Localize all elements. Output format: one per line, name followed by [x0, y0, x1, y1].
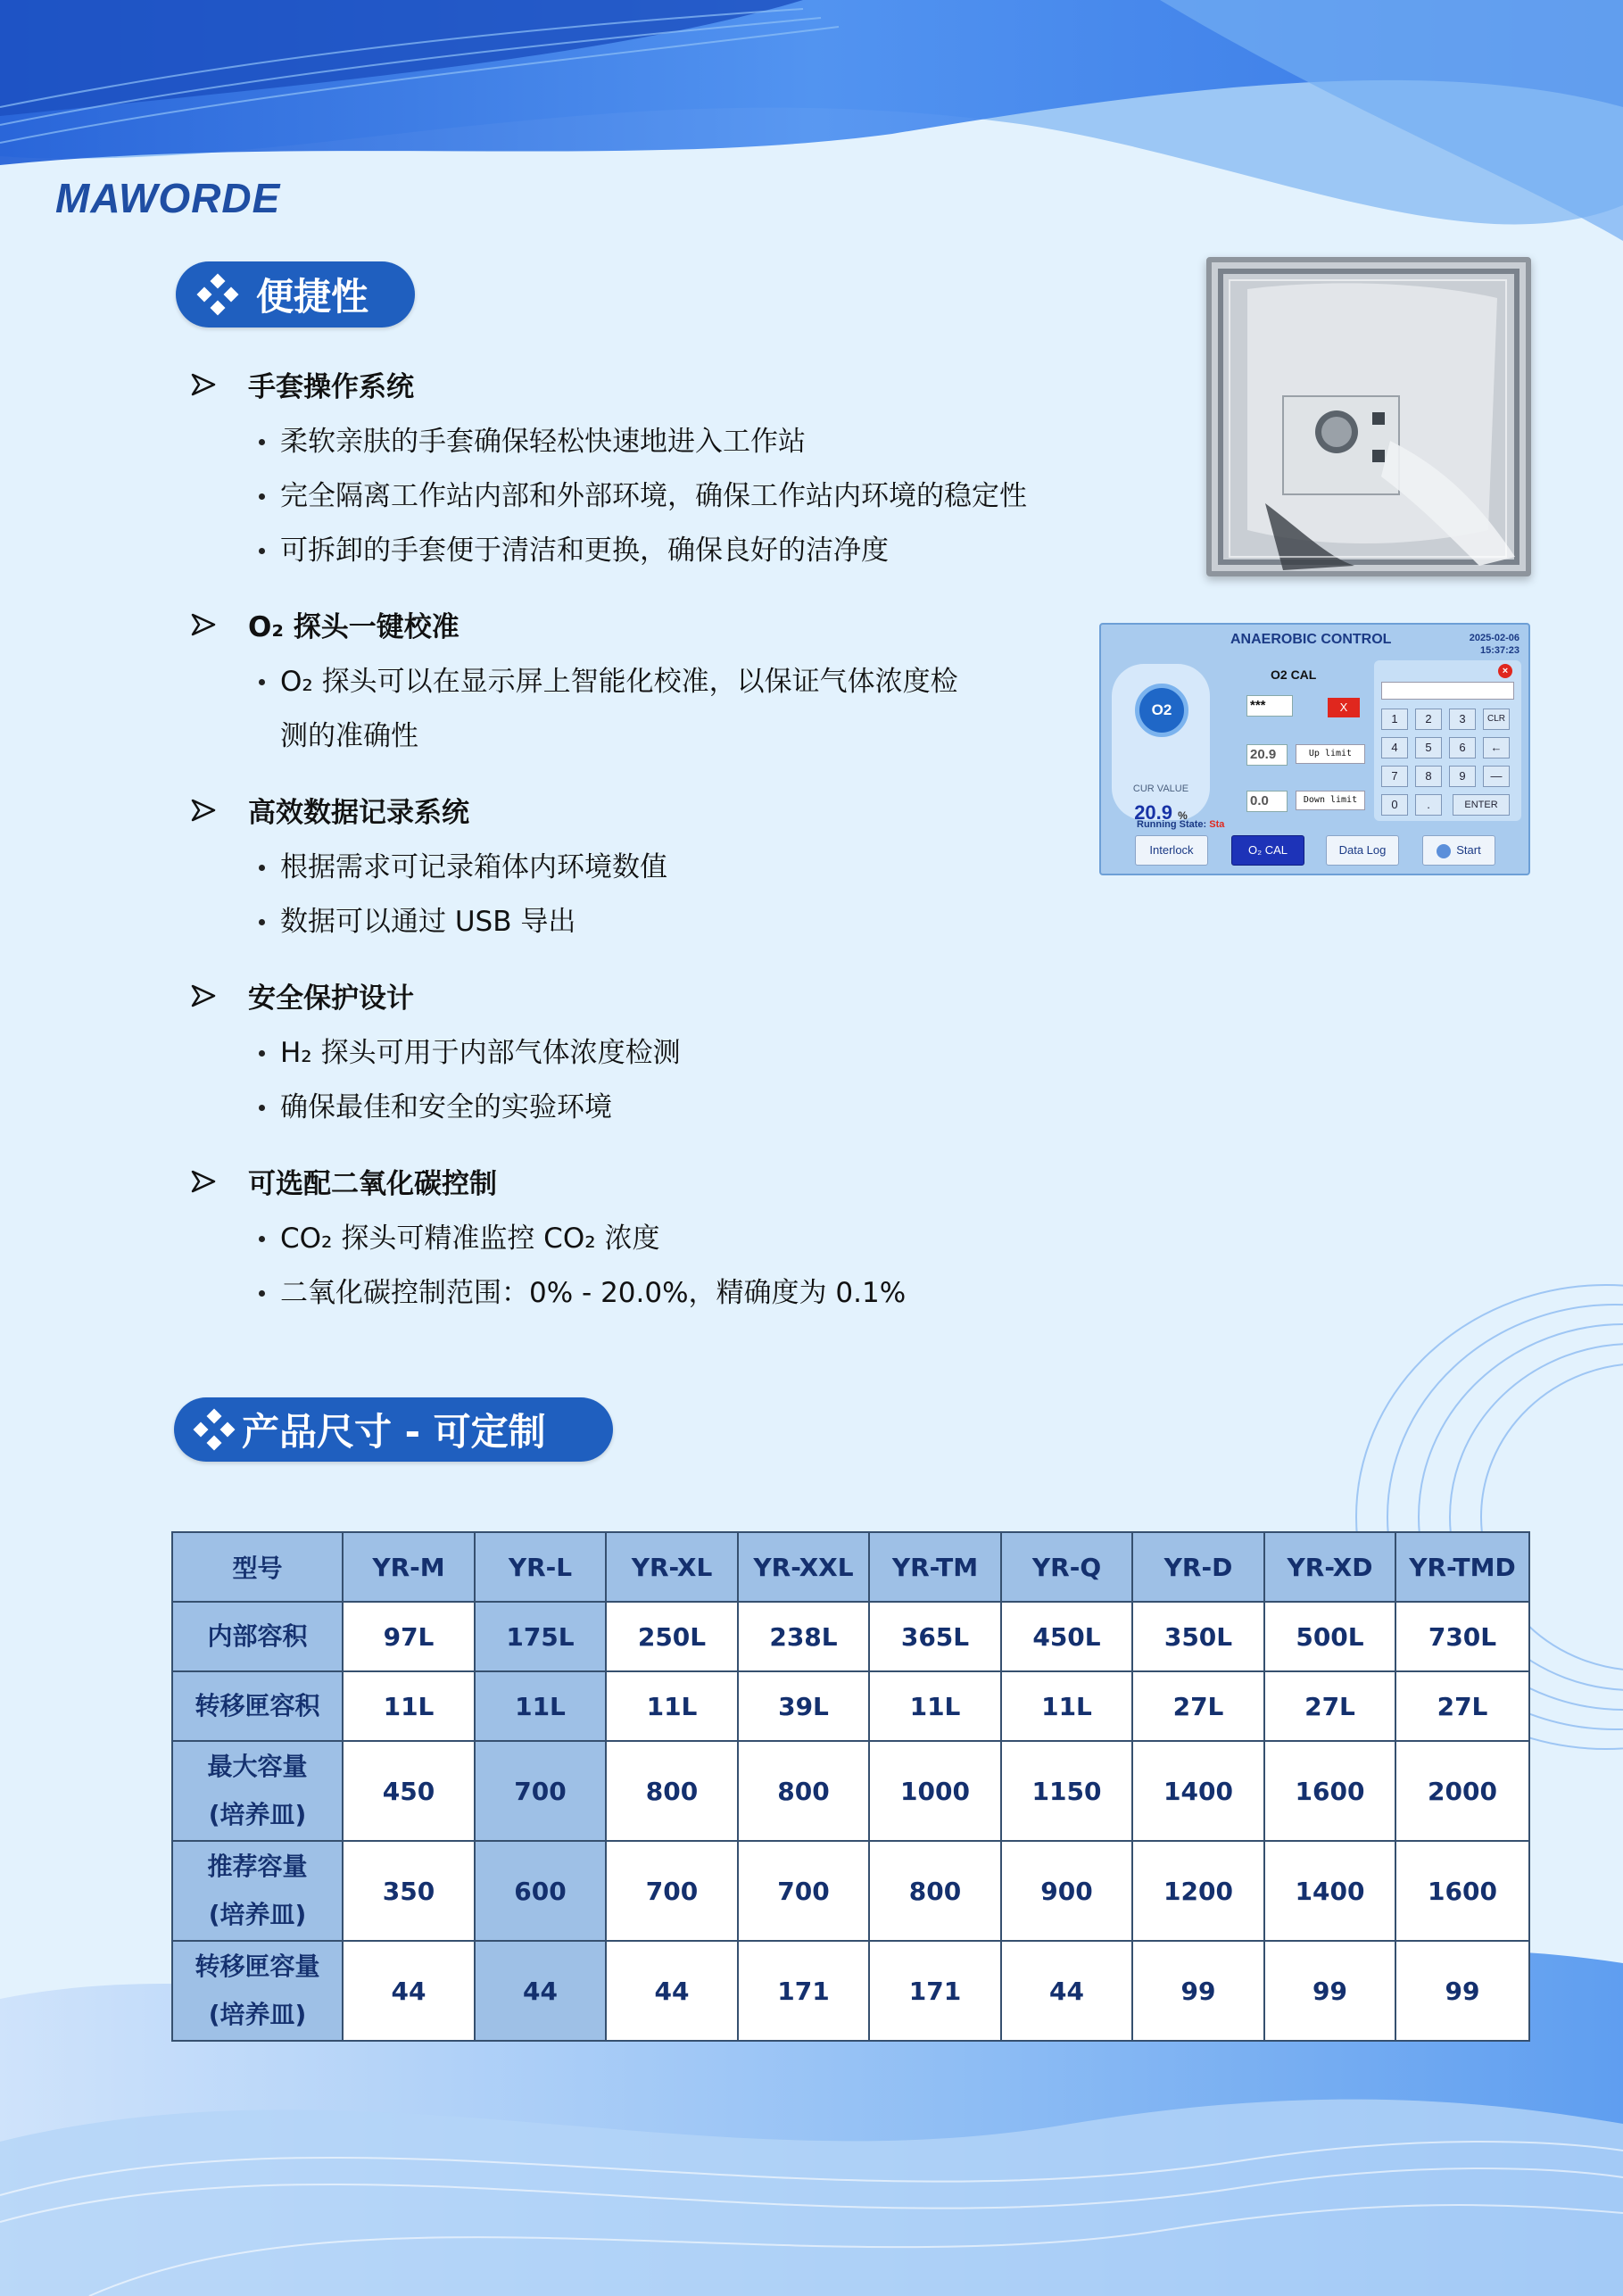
table-cell: 99	[1264, 1941, 1395, 2041]
table-cell: 99	[1395, 1941, 1529, 2041]
feature-list	[189, 352, 1108, 1335]
diamond-cluster-icon	[192, 1407, 236, 1452]
control-screen	[1099, 623, 1530, 875]
table-row	[172, 1741, 1529, 1841]
feature-title: 可选配二氧化碳控制	[189, 1149, 1108, 1212]
down-limit-button[interactable]: Down limit	[1296, 791, 1365, 810]
table-header-cell: YR-M	[343, 1532, 475, 1602]
table-cell: 39L	[738, 1671, 869, 1741]
key-9[interactable]: 9	[1449, 766, 1476, 787]
section-title: 产品尺寸 - 可定制	[242, 1410, 546, 1454]
bullet-item: 二氧化碳控制范围：0% - 20.0%，精确度为 0.1%	[253, 1266, 1108, 1321]
cur-value-label: CUR VALUE	[1132, 783, 1189, 794]
bullet-item: H₂ 探头可用于内部气体浓度检测	[253, 1026, 1108, 1081]
table-header-cell: YR-TMD	[1395, 1532, 1529, 1602]
table-header-cell: YR-L	[475, 1532, 606, 1602]
key-0[interactable]: 0	[1381, 794, 1408, 816]
section-title: 便捷性	[256, 275, 369, 319]
table-row	[172, 1841, 1529, 1941]
table-cell: 44	[1001, 1941, 1132, 2041]
bullet-item: 数据可以通过 USB 导出	[253, 895, 1108, 949]
data-log-button[interactable]: Data Log	[1326, 835, 1399, 866]
feature-item	[189, 593, 1108, 764]
row-label: 最大容量 (培养皿)	[172, 1741, 343, 1841]
dot-icon	[259, 1050, 265, 1057]
feature-title: O₂ 探头一键校准	[189, 593, 1108, 655]
close-icon[interactable]: ×	[1498, 664, 1512, 678]
arrow-bullet-icon	[191, 372, 216, 397]
up-limit-button[interactable]: Up limit	[1296, 744, 1365, 764]
cancel-button[interactable]: X	[1328, 698, 1360, 717]
table-cell: 800	[606, 1741, 738, 1841]
bullet-item: 完全隔离工作站内部和外部环境，确保工作站内环境的稳定性	[253, 469, 1108, 524]
section-heading-dimensions	[174, 1397, 613, 1462]
table-cell: 1150	[1001, 1741, 1132, 1841]
o2-icon: O2	[1135, 684, 1188, 737]
feature-item	[189, 352, 1108, 578]
key-2[interactable]: 2	[1415, 709, 1442, 730]
play-icon	[1437, 844, 1451, 858]
glovebox-photo	[1206, 257, 1531, 576]
table-header-cell: YR-XXL	[738, 1532, 869, 1602]
down-limit-value[interactable]: 0.0	[1246, 791, 1288, 812]
table-cell: 27L	[1264, 1671, 1395, 1741]
table-row	[172, 1602, 1529, 1671]
feature-item	[189, 964, 1108, 1135]
table-cell: 27L	[1395, 1671, 1529, 1741]
table-cell: 1400	[1264, 1841, 1395, 1941]
diamond-cluster-icon	[195, 272, 240, 317]
table-cell: 600	[475, 1841, 606, 1941]
dot-icon	[259, 493, 265, 500]
row-label: 内部容积	[172, 1602, 343, 1671]
table-cell: 350	[343, 1841, 475, 1941]
cal-title: O2 CAL	[1271, 667, 1317, 682]
table-cell: 11L	[869, 1671, 1001, 1741]
dot-icon	[259, 679, 265, 685]
table-cell: 450L	[1001, 1602, 1132, 1671]
start-button[interactable]: Start	[1422, 835, 1495, 866]
arrow-bullet-icon	[191, 983, 216, 1008]
glovebox-illustration	[1212, 262, 1526, 571]
table-cell: 1000	[869, 1741, 1001, 1841]
table-cell: 2000	[1395, 1741, 1529, 1841]
dot-icon	[259, 1236, 265, 1242]
table-header-cell: YR-D	[1132, 1532, 1264, 1602]
dot-icon	[259, 548, 265, 554]
table-cell: 365L	[869, 1602, 1001, 1671]
keypad	[1374, 660, 1521, 821]
feature-item	[189, 778, 1108, 949]
key-4[interactable]: 4	[1381, 737, 1408, 758]
table-cell: 1600	[1395, 1841, 1529, 1941]
keypad-display[interactable]	[1381, 682, 1514, 700]
dot-icon	[259, 1290, 265, 1297]
row-label: 推荐容量 (培养皿)	[172, 1841, 343, 1941]
table-cell: 700	[738, 1841, 869, 1941]
table-cell: 800	[869, 1841, 1001, 1941]
key-minus[interactable]: —	[1483, 766, 1510, 787]
table-cell: 171	[869, 1941, 1001, 2041]
table-header-cell: YR-TM	[869, 1532, 1001, 1602]
table-header-cell: 型号	[172, 1532, 343, 1602]
feature-item	[189, 1149, 1108, 1321]
table-cell: 11L	[475, 1671, 606, 1741]
table-cell: 11L	[606, 1671, 738, 1741]
table-cell: 11L	[343, 1671, 475, 1741]
table-row	[172, 1671, 1529, 1741]
interlock-button[interactable]: Interlock	[1135, 835, 1208, 866]
table-cell: 27L	[1132, 1671, 1264, 1741]
table-cell: 44	[475, 1941, 606, 2041]
up-limit-value[interactable]: 20.9	[1246, 744, 1288, 766]
table-header-cell: YR-XD	[1264, 1532, 1395, 1602]
key-8[interactable]: 8	[1415, 766, 1442, 787]
table-cell: 900	[1001, 1841, 1132, 1941]
row-label: 转移匣容量 (培养皿)	[172, 1941, 343, 2041]
feature-title: 手套操作系统	[189, 352, 1108, 415]
key-1[interactable]: 1	[1381, 709, 1408, 730]
table-cell: 700	[475, 1741, 606, 1841]
feature-title: 高效数据记录系统	[189, 778, 1108, 841]
table-cell: 350L	[1132, 1602, 1264, 1671]
table-cell: 1400	[1132, 1741, 1264, 1841]
table-cell: 450	[343, 1741, 475, 1841]
row-label: 转移匣容积	[172, 1671, 343, 1741]
table-cell: 175L	[475, 1602, 606, 1671]
arrow-bullet-icon	[191, 798, 216, 823]
table-cell: 700	[606, 1841, 738, 1941]
key-backspace[interactable]: ←	[1483, 737, 1510, 758]
key-3[interactable]: 3	[1449, 709, 1476, 730]
table-cell: 238L	[738, 1602, 869, 1671]
table-cell: 44	[606, 1941, 738, 2041]
dot-icon	[259, 439, 265, 445]
table-cell: 171	[738, 1941, 869, 2041]
table-header-cell: YR-Q	[1001, 1532, 1132, 1602]
table-cell: 1600	[1264, 1741, 1395, 1841]
table-cell: 44	[343, 1941, 475, 2041]
dot-icon	[259, 1105, 265, 1111]
key-7[interactable]: 7	[1381, 766, 1408, 787]
brand-logo: MAWORDE	[55, 175, 281, 221]
table-cell: 730L	[1395, 1602, 1529, 1671]
screen-title: ANAEROBIC CONTROL	[1230, 632, 1392, 647]
table-cell: 97L	[343, 1602, 475, 1671]
key-dot[interactable]: .	[1415, 794, 1442, 816]
running-state: Running State: Sta	[1137, 819, 1225, 830]
table-header-row	[172, 1532, 1529, 1602]
table-cell: 99	[1132, 1941, 1264, 2041]
table-cell: 1200	[1132, 1841, 1264, 1941]
section-heading-convenience	[176, 261, 415, 327]
password-field[interactable]: ***	[1246, 695, 1293, 717]
key-clr[interactable]: CLR	[1483, 709, 1510, 730]
o2-cal-button[interactable]: O₂ CAL	[1231, 835, 1304, 866]
table-cell: 500L	[1264, 1602, 1395, 1671]
feature-title: 安全保护设计	[189, 964, 1108, 1026]
bullet-item: 确保最佳和安全的实验环境	[253, 1081, 1108, 1135]
dot-icon	[259, 919, 265, 925]
bullet-item: 可拆卸的手套便于清洁和更换，确保良好的洁净度	[253, 524, 1108, 578]
key-5[interactable]: 5	[1415, 737, 1442, 758]
screen-datetime: 2025-02-06 15:37:23	[1469, 633, 1519, 656]
cur-value: 20.9 %	[1134, 801, 1188, 824]
bullet-item: 柔软亲肤的手套确保轻松快速地进入工作站	[253, 415, 1108, 469]
spec-table	[171, 1531, 1530, 2042]
key-enter[interactable]: ENTER	[1453, 794, 1510, 816]
table-row	[172, 1941, 1529, 2041]
o2-readout-panel	[1112, 664, 1210, 824]
bullet-item: CO₂ 探头可精准监控 CO₂ 浓度	[253, 1212, 1108, 1266]
arrow-bullet-icon	[191, 612, 216, 637]
bullet-item: 根据需求可记录箱体内环境数值	[253, 841, 1108, 895]
table-header-cell: YR-XL	[606, 1532, 738, 1602]
table-cell: 250L	[606, 1602, 738, 1671]
bullet-item: O₂ 探头可以在显示屏上智能化校准，以保证气体浓度检测的准确性	[253, 655, 985, 764]
table-cell: 800	[738, 1741, 869, 1841]
key-6[interactable]: 6	[1449, 737, 1476, 758]
table-cell: 11L	[1001, 1671, 1132, 1741]
arrow-bullet-icon	[191, 1169, 216, 1194]
dot-icon	[259, 865, 265, 871]
